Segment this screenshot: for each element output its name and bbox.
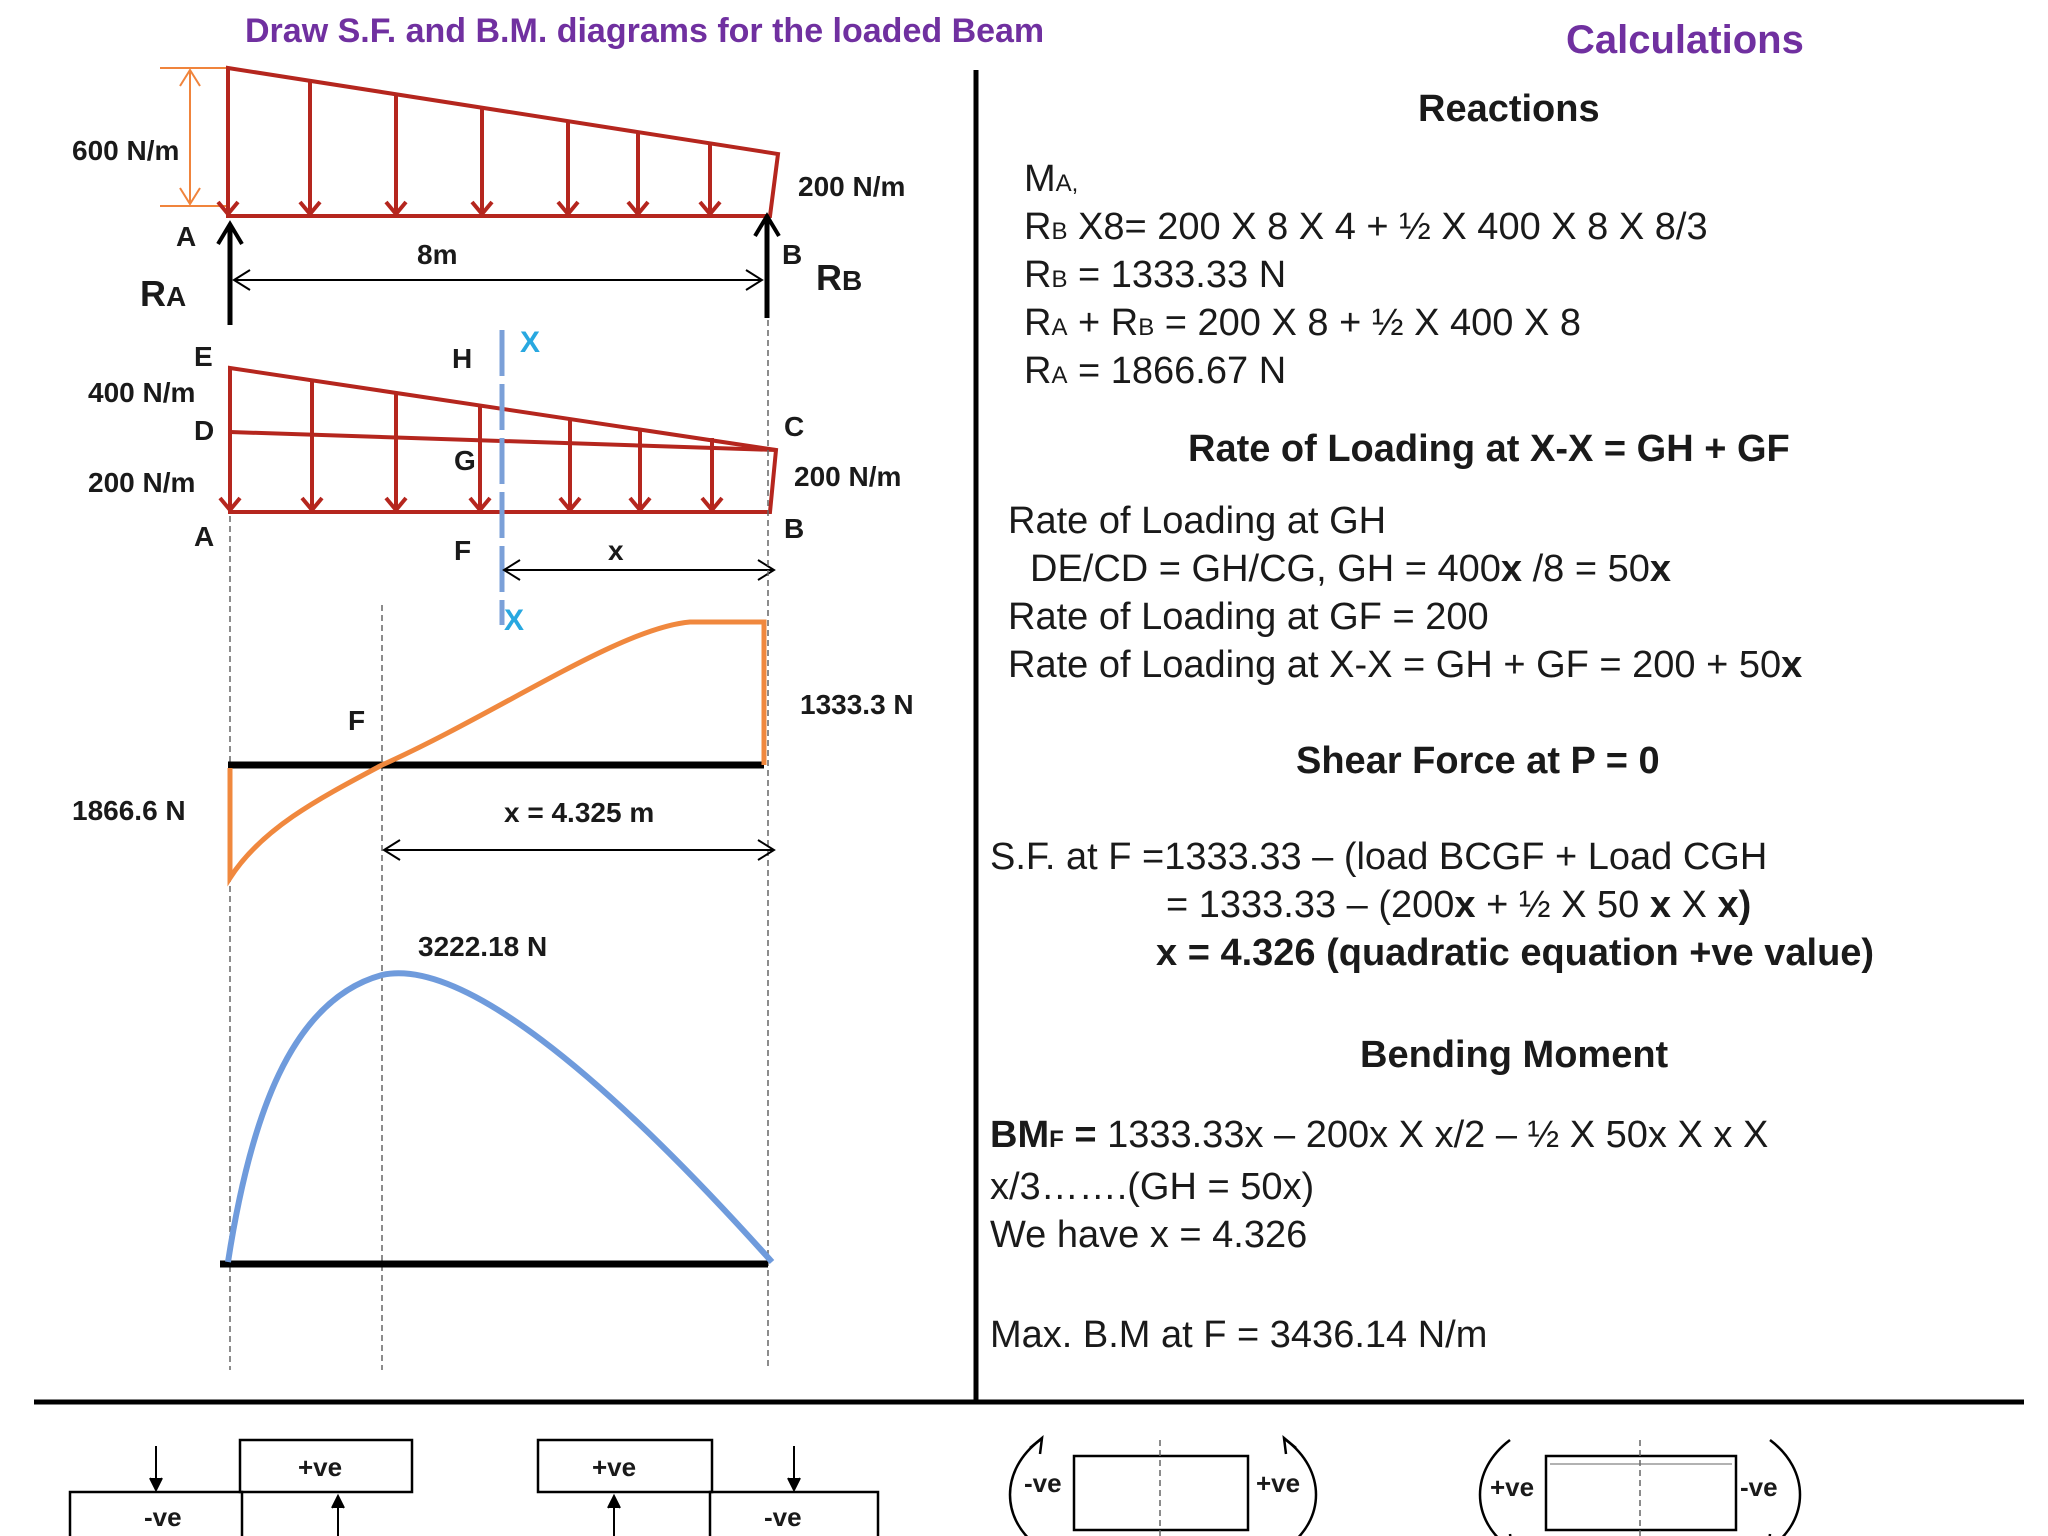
bm-hog-neg: -ve: [1740, 1472, 1778, 1502]
section-x-bottom: X: [504, 604, 525, 637]
bending-heading: Bending Moment: [1360, 1034, 1669, 1076]
point-f: F: [454, 535, 472, 566]
shear-heading: Shear Force at P = 0: [1296, 740, 1660, 782]
load-400-label: 400 N/m: [88, 377, 196, 408]
reactions-line-4: RA + RB = 200 X 8 + ½ X 400 X 8: [1024, 302, 1581, 344]
sf-right-pos: +ve: [592, 1452, 637, 1482]
sfd-point-f: F: [348, 705, 366, 736]
point-a-label: A: [176, 221, 197, 252]
reactions-line-1: MA,: [1024, 158, 1079, 200]
bmd-max-value: 3222.18 N: [418, 931, 548, 962]
sf-right-neg: -ve: [764, 1502, 802, 1532]
point-g: G: [454, 445, 476, 476]
sf-left-pos: +ve: [298, 1452, 343, 1482]
load-right-label-2: 200 N/m: [794, 461, 902, 492]
diagram-title: Draw S.F. and B.M. diagrams for the loaded Beam: [245, 12, 1045, 50]
reaction-b-label: RB: [816, 257, 863, 298]
reactions-heading: Reactions: [1418, 88, 1600, 130]
point-d: D: [194, 415, 215, 446]
rate-line-3: Rate of Loading at GF = 200: [1008, 596, 1489, 638]
rate-line-4: Rate of Loading at X-X = GH + GF = 200 + 50x: [1008, 644, 1803, 686]
reaction-a-label: RA: [140, 273, 187, 314]
calculations-title: Calculations: [1566, 18, 1804, 62]
reactions-line-5: RA = 1866.67 N: [1024, 350, 1287, 392]
point-b-label: B: [782, 239, 803, 270]
shear-line-1: S.F. at F =1333.33 – (load BCGF + Load CGH: [990, 836, 1768, 878]
point-b2: B: [784, 513, 805, 544]
point-e: E: [194, 341, 213, 372]
bm-sag-neg: -ve: [1024, 1468, 1062, 1498]
shear-line-2: = 1333.33 – (200x + ½ X 50 x X x): [1166, 884, 1752, 926]
section-x-top: X: [520, 326, 541, 359]
point-a2: A: [194, 521, 215, 552]
span-label: 8m: [417, 239, 458, 270]
sfd-distance-label: x = 4.325 m: [504, 797, 655, 828]
rate-line-2: DE/CD = GH/CG, GH = 400x /8 = 50x: [1030, 548, 1672, 590]
load-right-label: 200 N/m: [798, 171, 906, 202]
bending-line-1: BMF = 1333.33x – 200x X x/2 – ½ X 50x X x X: [990, 1114, 1769, 1156]
sfd-right-value: 1333.3 N: [800, 689, 914, 720]
shear-line-3: x = 4.326 (quadratic equation +ve value): [1156, 932, 1875, 974]
rate-heading: Rate of Loading at X-X = GH + GF: [1188, 428, 1790, 470]
sfd-left-value: 1866.6 N: [72, 795, 186, 826]
point-h: H: [452, 343, 473, 374]
bending-line-3: We have x = 4.326: [990, 1214, 1308, 1256]
reactions-line-3: RB = 1333.33 N: [1024, 254, 1287, 296]
bm-sag-pos: +ve: [1256, 1468, 1301, 1498]
rate-line-1: Rate of Loading at GH: [1008, 500, 1387, 542]
point-c: C: [784, 411, 805, 442]
load-200-label: 200 N/m: [88, 467, 196, 498]
sf-left-neg: -ve: [144, 1502, 182, 1532]
bm-hog-pos: +ve: [1490, 1472, 1535, 1502]
reactions-line-2: RB X8= 200 X 8 X 4 + ½ X 400 X 8 X 8/3: [1024, 206, 1708, 248]
distance-x-label: x: [608, 535, 624, 566]
bending-line-2: x/3…….(GH = 50x): [990, 1166, 1315, 1208]
bending-line-4: Max. B.M at F = 3436.14 N/m: [990, 1314, 1488, 1356]
load-left-label: 600 N/m: [72, 135, 180, 166]
